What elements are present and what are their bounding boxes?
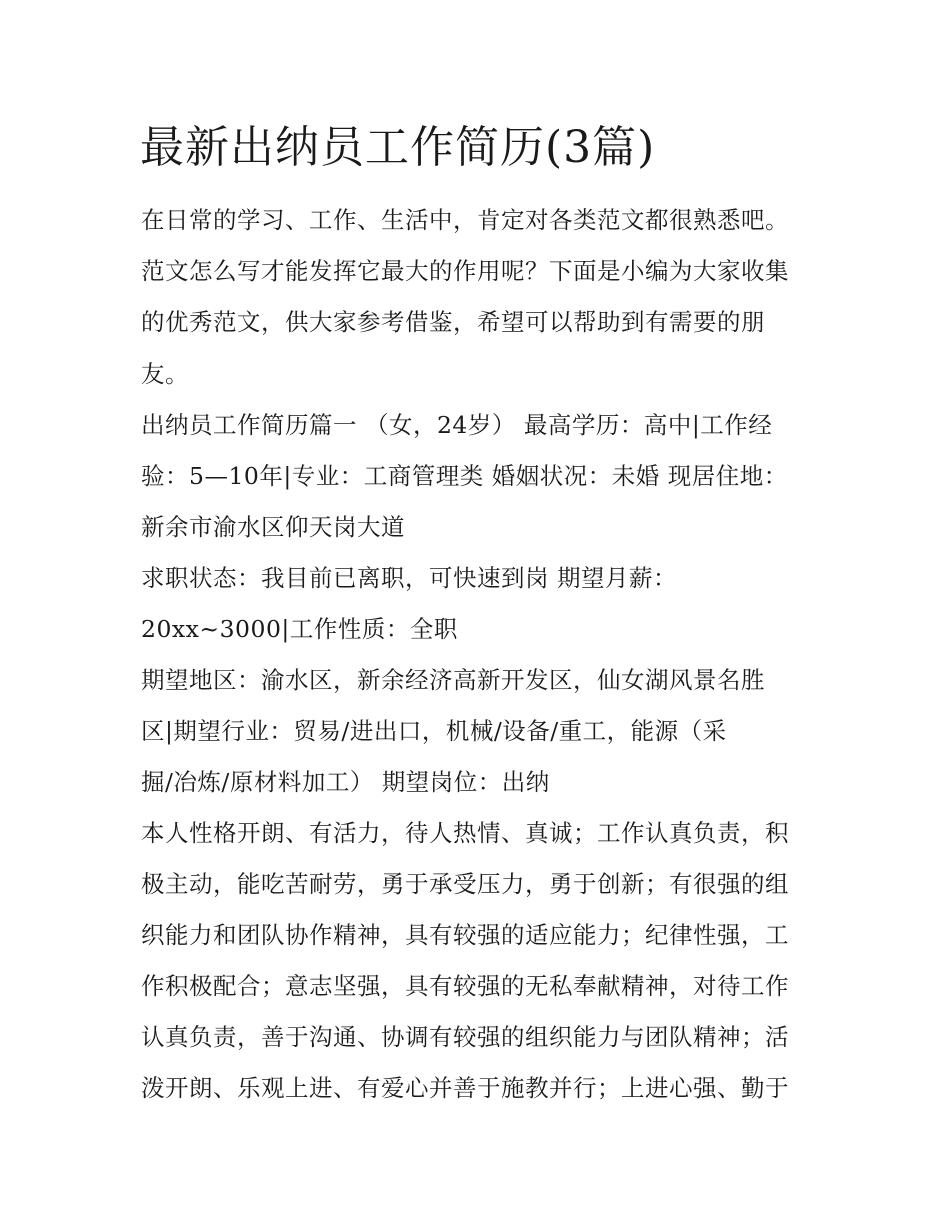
text-line: 作积极配合；意志坚强，具有较强的无私奉献精神，对待工作 xyxy=(141,972,789,1000)
text-line: 出纳员工作简历篇一 （女，24岁） 最高学历：高中|工作经 xyxy=(141,411,773,439)
text-line: 20xx~3000|工作性质：全职 xyxy=(141,615,458,643)
text-line: 新余市渝水区仰天岗大道 xyxy=(141,513,405,541)
text-line: 期望地区：渝水区，新余经济高新开发区，仙女湖风景名胜 xyxy=(141,666,765,694)
text-line: 友。 xyxy=(141,360,189,388)
text-line: 区|期望行业：贸易/进出口，机械/设备/重工，能源（采 xyxy=(141,717,727,745)
text-line: 求职状态：我目前已离职，可快速到岗 期望月薪： xyxy=(141,564,677,592)
text-line: 掘/冶炼/原材料加工） 期望岗位：出纳 xyxy=(141,768,550,796)
text-line: 极主动，能吃苦耐劳，勇于承受压力，勇于创新；有很强的组 xyxy=(141,870,789,898)
text-line: 泼开朗、乐观上进、有爱心并善于施教并行；上进心强、勤于 xyxy=(141,1074,789,1102)
text-line: 认真负责，善于沟通、协调有较强的组织能力与团队精神；活 xyxy=(141,1023,789,1051)
text-line: 的优秀范文，供大家参考借鉴，希望可以帮助到有需要的朋 xyxy=(141,308,765,336)
text-line: 本人性格开朗、有活力，待人热情、真诚；工作认真负责，积 xyxy=(141,819,789,847)
text-line: 范文怎么写才能发挥它最大的作用呢？下面是小编为大家收集 xyxy=(141,257,789,285)
text-line: 在日常的学习、工作、生活中，肯定对各类范文都很熟悉吧。 xyxy=(141,206,789,234)
page-title: 最新出纳员工作简历(3篇) xyxy=(140,122,656,173)
text-line: 织能力和团队协作精神，具有较强的适应能力；纪律性强，工 xyxy=(141,921,789,949)
text-line: 验：5—10年|专业：工商管理类 婚姻状况：未婚 现居住地： xyxy=(141,462,788,490)
